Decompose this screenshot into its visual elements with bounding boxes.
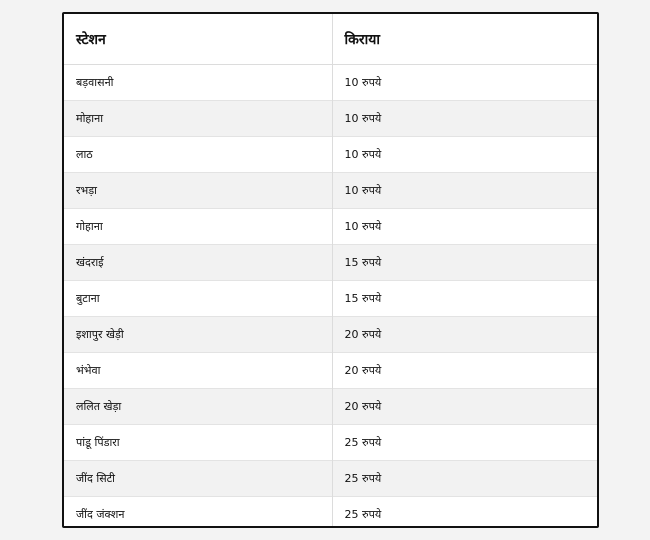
header-fare: किराया (332, 14, 597, 65)
table-row (64, 245, 597, 281)
station-cell: जींद सिटी (64, 461, 332, 497)
table-row (64, 461, 597, 497)
table-row (64, 137, 597, 173)
fare-cell: 20 रुपये (332, 353, 597, 389)
station-cell: मोहाना (64, 101, 332, 137)
station-cell: गोहाना (64, 209, 332, 245)
fare-table (64, 14, 597, 528)
table-row (64, 317, 597, 353)
fare-table-frame (62, 12, 599, 528)
table-row (64, 173, 597, 209)
table-row (64, 281, 597, 317)
station-cell: रभड़ा (64, 173, 332, 209)
table-header-row (64, 14, 597, 65)
fare-cell: 25 रुपये (332, 425, 597, 461)
fare-cell: 10 रुपये (332, 101, 597, 137)
fare-cell: 15 रुपये (332, 245, 597, 281)
station-cell: बड़वासनी (64, 65, 332, 101)
fare-cell: 20 रुपये (332, 317, 597, 353)
fare-cell: 10 रुपये (332, 173, 597, 209)
table-row (64, 101, 597, 137)
table-row (64, 65, 597, 101)
table-row (64, 497, 597, 529)
fare-cell: 10 रुपये (332, 137, 597, 173)
table-row (64, 425, 597, 461)
station-cell: भंभेवा (64, 353, 332, 389)
fare-cell: 10 रुपये (332, 65, 597, 101)
station-cell: लाठ (64, 137, 332, 173)
station-cell: जींद जंक्शन (64, 497, 332, 529)
fare-cell: 15 रुपये (332, 281, 597, 317)
table-row (64, 209, 597, 245)
fare-cell: 25 रुपये (332, 461, 597, 497)
fare-cell: 25 रुपये (332, 497, 597, 529)
station-cell: खंदराई (64, 245, 332, 281)
station-cell: बुटाना (64, 281, 332, 317)
station-cell: इशापुर खेड़ी (64, 317, 332, 353)
fare-cell: 10 रुपये (332, 209, 597, 245)
fare-cell: 20 रुपये (332, 389, 597, 425)
table-row (64, 389, 597, 425)
table-row (64, 353, 597, 389)
header-station: स्टेशन (64, 14, 332, 65)
station-cell: पांडू पिंडारा (64, 425, 332, 461)
station-cell: ललित खेड़ा (64, 389, 332, 425)
